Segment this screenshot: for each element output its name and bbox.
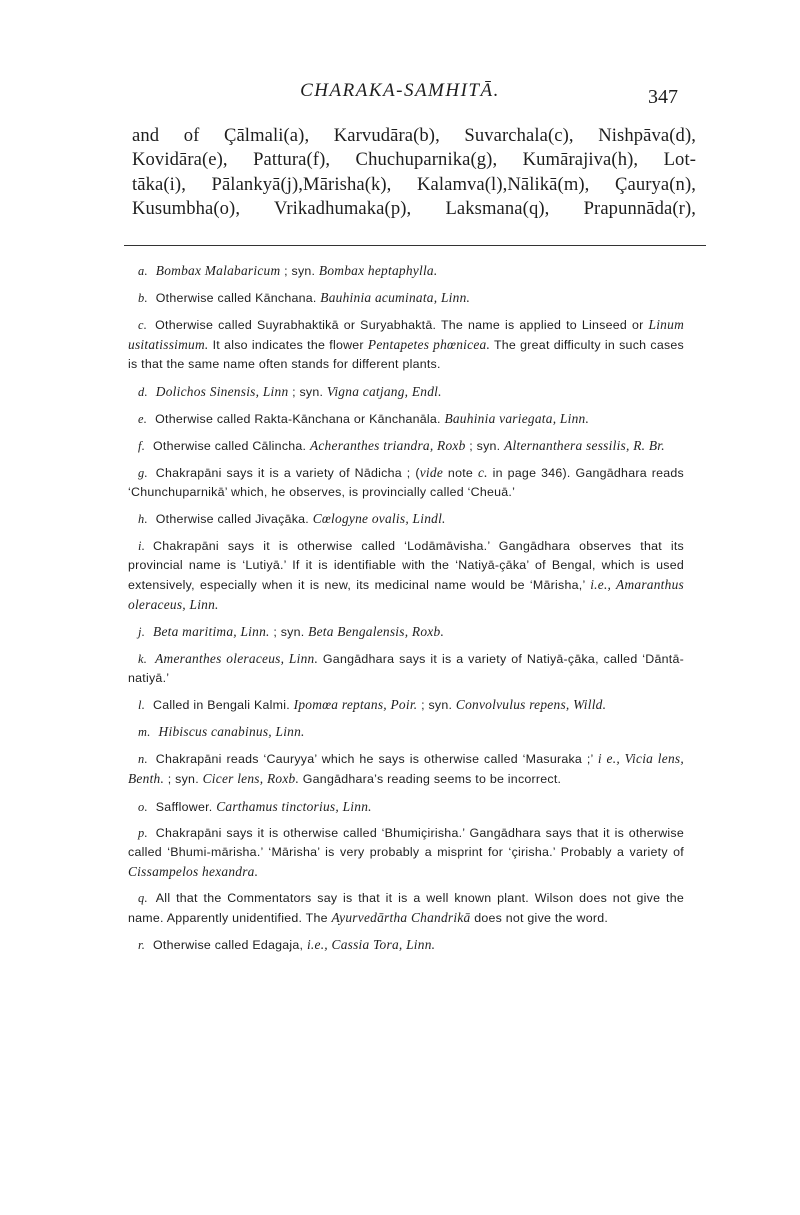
footnote-letter: a. [138,264,148,278]
footnote-text: The great difficulty in such cases is that the same name often stands for different plants. [128,338,685,372]
footnote-botanical-name: Beta maritima, Linn. [153,623,270,639]
footnote-botanical-name: Ameranthes oleraceus, Linn. [155,650,319,666]
footnote-text: ; syn. [288,384,327,399]
footnote-letter: f. [138,438,146,453]
footnote-text: Otherwise called Rakta-Kānchana or Kānchanāla. [155,411,445,426]
footnote-q [128,889,684,928]
footnote-text: Chakrapāni says it is otherwise called ‘Lodāmāvisha.’ Gangādhara observes that its provincial name is ‘Lutiyā.’ If it is identifiable with the ‘Natiyā-çāka’ of Bengal, which is used extensively, especially when it is new, its medicinal name would be ‘Mārisha,’ [128,538,684,592]
footnote-text: Chakrapāni reads ‘Cauryya’ which he says is otherwise called ‘Masuraka ;’ [155,752,598,767]
footnote-letter: h. [138,512,148,527]
footnote-botanical-name: Vigna catjang, Endl. [326,383,442,399]
footnote-i [128,537,684,615]
footnote-botanical-name: Alternanthera sessilis, R. Br. [504,437,665,453]
footnote-botanical-name: Linum usitatissimum. [128,317,684,353]
footnote-p [128,824,684,882]
footnote-r [128,935,684,955]
footnote-botanical-name: Ipomœa reptans, Poir. [293,697,418,713]
footnote-text: Gangādhara says it is a variety of Natiyā-çāka, called ‘Dāntā-natiyā.’ [128,651,684,685]
footnote-botanical-name: Bombax Malabaricum [155,263,281,278]
footnote-letter: b. [138,291,148,306]
footnote-text: ; syn. [164,772,203,787]
footnote-text: Otherwise called Jivaçāka. [155,512,313,527]
footnote-text: in page 346). Gangādhara reads ‘Chunchuparnikā’ which, he observes, is provincially called ‘Cheuā.’ [128,466,684,500]
footnote-letter: r. [138,938,146,953]
footnote-text: note [443,466,478,481]
footnote-botanical-name: Hibiscus canabinus, Linn. [158,724,305,740]
footnote-botanical-name: Beta Bengalensis, Roxb. [308,623,445,639]
footnote-text: Otherwise called Edagaja, [153,938,307,953]
footnote-text: Otherwise called Kānchana. [155,291,321,306]
main-text-line: and of Çālmali(a), Karvudāra(b), Suvarchala(c), Nishpāva(d), [132,125,696,146]
footnote-letter: i. [138,538,146,553]
footnote-botanical-name: Acheranthes triandra, Roxb [309,437,466,453]
footnote-letter: g. [138,466,148,481]
footnote-n [128,749,684,789]
footnote-l [128,695,684,715]
footnote-letter: k. [138,651,148,666]
footnote-k [128,649,684,688]
footnote-botanical-name: i.e., Cassia Tora, Linn. [306,937,436,953]
footnote-letter: j. [138,624,146,639]
footnote-letter: d. [138,384,148,399]
footnote-d [128,382,684,402]
footnote-italic-text: vide [419,465,444,481]
footnote-text: Chakrapāni says it is a variety of Nādicha ; ( [155,466,420,481]
footnote-letter: q. [138,891,148,905]
footnote-text: Called in Bengali Kalmi. [153,698,294,713]
footnote-letter: l. [138,698,146,713]
footnote-text: Safflower. [155,799,217,814]
footnote-text: Chakrapāni says it is otherwise called ‘Bhumiçirisha.’ Gangādhara says that it is otherwise called ‘Bhumi-mārisha.’ ‘Mārisha’ is very probably a misprint for ‘çirisha.’ Probably a variety of [128,825,684,859]
footnote-j [128,622,684,642]
footnote-botanical-name: Dolichos Sinensis, Linn [155,383,289,399]
main-text-line: Kusumbha(o), Vrikadhumaka(p), Laksmana(q), Prapunnāda(r), [132,197,696,219]
footnotes [128,261,684,962]
footnote-letter: e. [138,411,148,426]
footnote-botanical-name: Cicer lens, Roxb. [202,771,300,787]
footnote-text: All that the Commentators say is that it is a well known plant. Wilson does not give the name. Apparently unidentified. The [128,891,684,925]
footnote-f [128,436,684,456]
main-text-line: Kovidāra(e), Pattura(f), Chuchuparnika(g), Kumārajiva(h), Lot- [132,149,696,171]
footnote-text: ; syn. [269,624,309,639]
main-text-line: tāka(i), Pālankyā(j),Mārisha(k), Kalamva(l),Nālikā(m), Çaurya(n), [132,173,696,195]
footnote-e [128,409,684,429]
footnote-letter: n. [138,752,148,767]
footnote-letter: p. [138,825,148,840]
footnote-botanical-name: Carthamus tinctorius, Linn. [216,798,372,814]
footnote-letter: c. [138,318,148,333]
footnote-text: Otherwise called Suyrabhaktikā or Suryabhaktā. The name is applied to Linseed or [155,318,649,333]
footnote-text: Gangādhara’s reading seems to be incorrect. [299,772,562,787]
footnote-botanical-name: Cissampelos hexandra. [128,863,259,879]
footnote-botanical-name: Bauhinia variegata, Linn. [444,410,590,426]
footnote-text: It also indicates the flower [208,338,368,353]
footnote-divider [124,245,706,246]
footnote-botanical-name: i.e., Amaranthus oleraceus, Linn. [128,576,685,612]
footnote-letter: o. [138,799,148,814]
footnote-text: ; syn. [465,438,505,453]
footnote-g [128,463,684,502]
footnote-letter: m. [138,725,151,740]
footnote-text: ; syn. [280,264,319,278]
main-text [132,124,696,221]
footnote-a [128,261,684,281]
footnote-o [128,797,684,817]
footnote-h [128,509,684,529]
footnote-text: Otherwise called Cālincha. [153,438,310,453]
footnote-b [128,288,684,308]
footnote-book-title: Ayurvedārtha Chandrikā [331,910,471,925]
footnote-italic-text: c. [477,465,488,481]
page-number: 347 [648,86,678,108]
footnote-botanical-name: Pentapetes phœnicea. [367,337,491,353]
footnote-m [128,722,684,742]
footnote-botanical-name: i e., Vicia lens, Benth. [128,751,684,787]
footnote-text: does not give the word. [470,911,609,925]
footnote-botanical-name: Convolvulus repens, Willd. [455,697,607,713]
footnote-botanical-name: Bauhinia acuminata, Linn. [320,290,471,306]
running-title: CHARAKA-SAMHITĀ. [300,80,500,101]
footnote-c [128,315,684,374]
footnote-text: ; syn. [417,698,456,713]
footnote-botanical-name: Cœlogyne ovalis, Lindl. [312,511,446,527]
footnote-botanical-name: Bombax heptaphylla. [318,263,438,278]
